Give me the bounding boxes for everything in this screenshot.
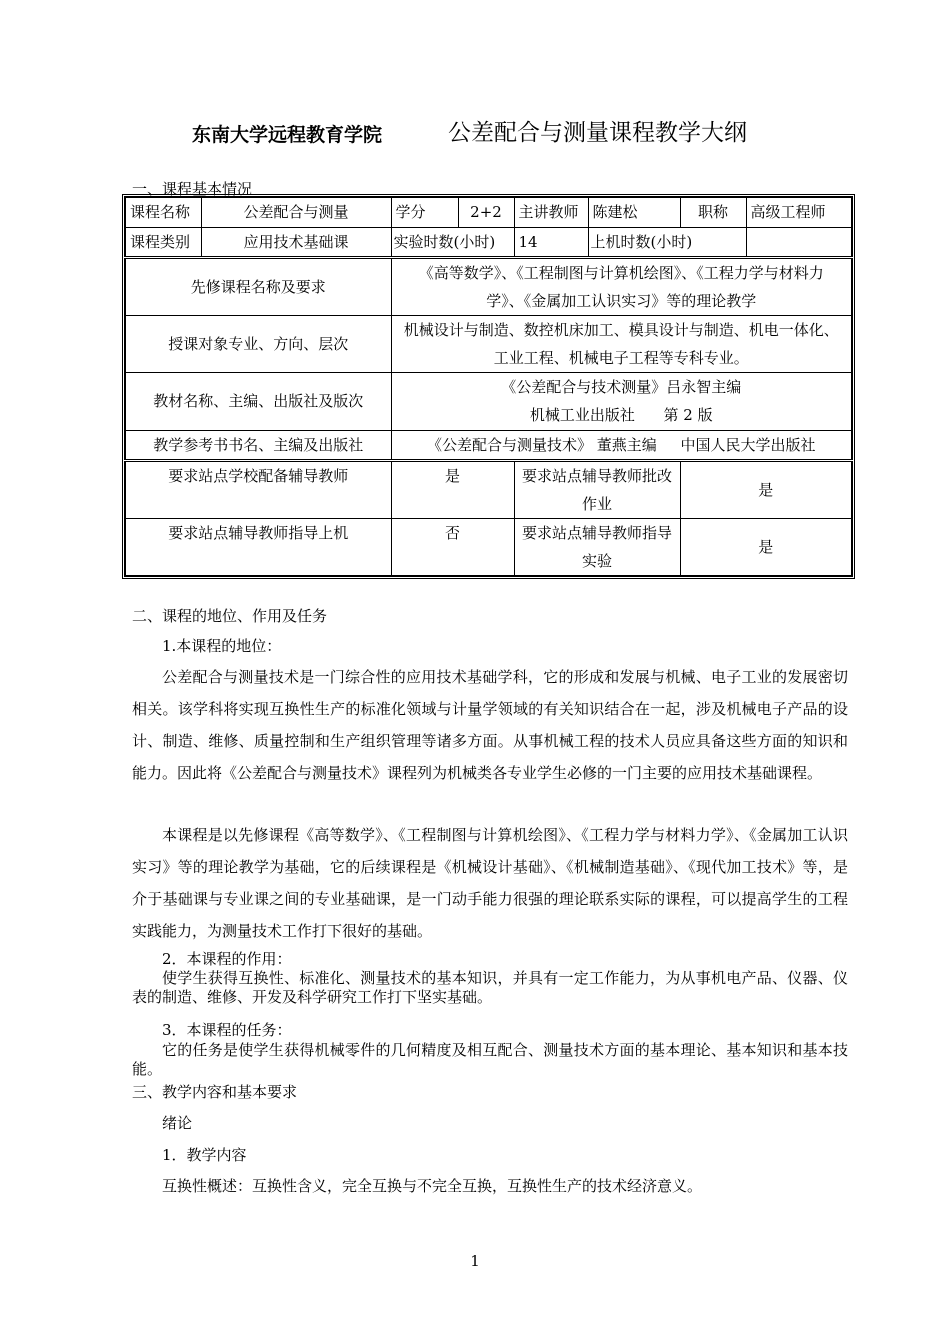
audience-line-1: 机械设计与制造、数控机床加工、模具设计与制造、机电一体化、 [403, 320, 839, 339]
table-row [125, 460, 852, 518]
credit-value: 2+2 [458, 197, 514, 227]
teacher-label: 主讲教师 [514, 197, 588, 227]
lab-guidance-label [514, 518, 680, 576]
table-row [125, 197, 852, 227]
role-heading: 2．本课程的作用： [162, 950, 292, 968]
credit-label: 学分 [391, 197, 458, 227]
section-heading-status-role-task: 二、课程的地位、作用及任务 [132, 607, 328, 625]
page-number: 1 [470, 1252, 480, 1270]
grading-label [514, 460, 680, 518]
table-row [125, 315, 852, 372]
lab-hours-value [514, 227, 588, 257]
content-heading: 1．教学内容 [162, 1146, 247, 1164]
textbook-line-1: 《公差配合与技术测量》吕永智主编 [501, 378, 742, 396]
teacher-value: 陈建松 [588, 197, 680, 227]
status-paragraph-1: 公差配合与测量技术是一门综合性的应用技术基础学科，它的形成和发展与机械、电子工业的发展密切相关。该学科将实现互换性生产的标准化领域与计量学领域的有关知识结合在一起，涉及机械电子产品的设计、制造、维修、质量控制和生产组织管理等诸多方面。从事机械工程的技术人员应具备这些方面的知识和能力。因此将《公差配合与测量技术》课程列为机械类各专业学生必修的一门主要的应用技术基础课程。 [132, 668, 848, 782]
grading-label-line-2: 作业 [581, 494, 612, 513]
textbook-line-2: 机械工业出版社 第 2 版 [529, 406, 713, 424]
guidance-value: 否 [391, 518, 514, 576]
tutor-label: 要求站点学校配备辅导教师 [125, 460, 391, 518]
audience-value [391, 315, 852, 372]
institution-name: 东南大学远程教育学院 [192, 124, 383, 146]
task-paragraph: 它的任务是使学生获得机械零件的几何精度及相互配合、测量技术方面的基本理论、基本知识和基本技能。 [132, 1041, 848, 1078]
grading-value: 是 [680, 460, 852, 518]
textbook-label: 教材名称、主编、出版社及版次 [125, 372, 391, 430]
role-paragraph: 使学生获得互换性、标准化、测量技术的基本知识，并具有一定工作能力，为从事机电产品、仪器、仪表的制造、维修、开发及科学研究工作打下坚实基础。 [132, 969, 848, 1006]
lab-hours-number: 14 [518, 232, 538, 251]
computer-hours-label: 上机时数(小时) [588, 227, 746, 257]
reference-label: 教学参考书书名、主编及出版社 [125, 430, 391, 460]
textbook-value [391, 372, 852, 430]
lab-guidance-label-line-2: 实验 [581, 551, 612, 570]
tutor-value: 是 [391, 460, 514, 518]
table-row [125, 430, 852, 460]
document-title: 公差配合与测量课程教学大纲 [448, 120, 747, 146]
title-value: 高级工程师 [746, 197, 852, 227]
table-row [125, 372, 852, 430]
status-paragraph-2: 本课程是以先修课程《高等数学》、《工程制图与计算机绘图》、《工程力学与材料力学》、《金属加工认识实习》等的理论教学为基础，它的后续课程是《机械设计基础》、《机械制造基础》、《现代加工技术》等，是介于基础课与专业课之间的专业基础课，是一门动手能力很强的理论联系实际的课程，可以提高学生的工程实践能力，为测量技术工作打下很好的基础。 [132, 826, 848, 940]
table-row [125, 227, 852, 257]
audience-line-2: 工业工程、机械电子工程等专科专业。 [493, 348, 749, 367]
title-label: 职称 [680, 197, 746, 227]
category-value: 应用技术基础课 [201, 227, 391, 257]
reference-value: 《公差配合与测量技术》 董燕主编 中国人民大学出版社 [391, 430, 852, 460]
category-label: 课程类别 [125, 227, 201, 257]
course-name-value: 公差配合与测量 [201, 197, 391, 227]
section-heading-basic-info: 一、课程基本情况 [132, 180, 253, 198]
guidance-label: 要求站点辅导教师指导上机 [125, 518, 391, 576]
status-heading: 1.本课程的地位： [162, 637, 282, 655]
course-name-label: 课程名称 [125, 197, 201, 227]
prereq-line-2: 学》、《金属加工认识实习》等的理论教学 [486, 291, 757, 310]
lab-guidance-value: 是 [680, 518, 852, 576]
grading-label-line-1: 要求站点辅导教师批改 [521, 466, 672, 485]
intro-heading: 绪论 [162, 1114, 193, 1132]
table-row [125, 518, 852, 576]
audience-label: 授课对象专业、方向、层次 [125, 315, 391, 372]
course-info-table [124, 196, 853, 577]
prereq-label: 先修课程名称及要求 [125, 257, 391, 315]
table-row [125, 257, 852, 315]
content-paragraph: 互换性概述：互换性含义，完全互换与不完全互换，互换性生产的技术经济意义。 [162, 1177, 703, 1195]
lab-hours-label: 实验时数(小时) [391, 227, 514, 257]
task-heading: 3．本课程的任务： [162, 1021, 292, 1039]
lab-guidance-label-line-1: 要求站点辅导教师指导 [521, 523, 672, 542]
prereq-value [391, 257, 852, 315]
section-heading-content: 三、教学内容和基本要求 [132, 1083, 298, 1101]
computer-hours-value [746, 227, 852, 257]
prereq-line-1: 《高等数学》、《工程制图与计算机绘图》、《工程力学与材料力 [418, 263, 824, 282]
